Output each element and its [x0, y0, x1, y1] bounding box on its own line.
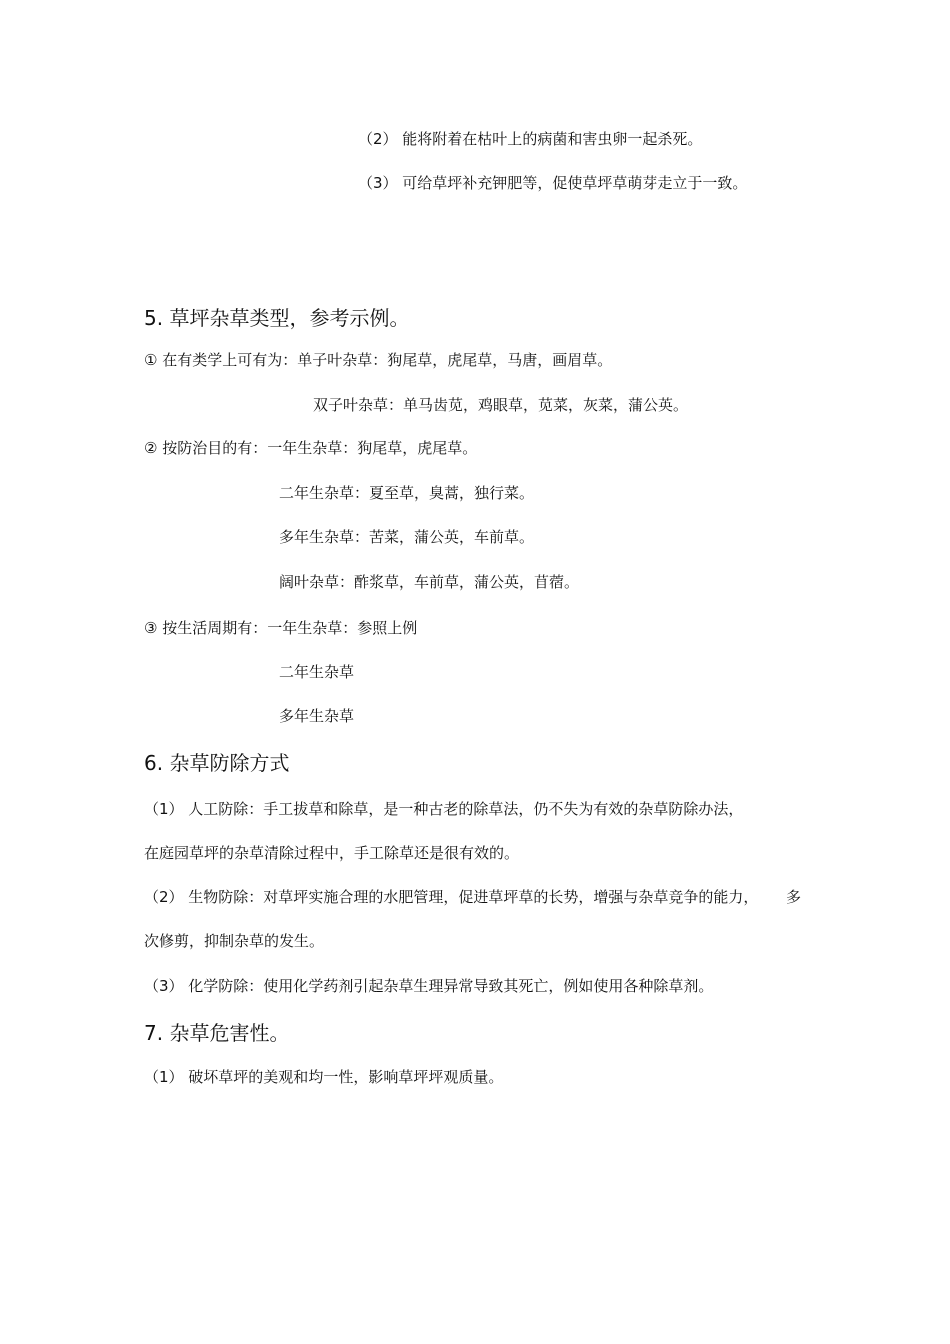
life-cycle-annual: ③ 按生活周期有：一年生杂草：参照上例 — [144, 619, 418, 637]
life-cycle-biennial: 二年生杂草 — [279, 663, 355, 681]
life-cycle-perennial: 多年生杂草 — [279, 707, 355, 725]
control-purpose-biennial: 二年生杂草：夏至草，臭蒿，独行菜。 — [279, 484, 535, 502]
section-5-heading: 5. 草坪杂草类型，参考示例。 — [144, 306, 410, 330]
treatment-item-3: （3） 可给草坪补充钾肥等，促使草坪草萌芽走立于一致。 — [358, 174, 748, 192]
chemical-control: （3） 化学防除：使用化学药剂引起杂草生理异常导致其死亡，例如使用各种除草剂。 — [144, 977, 714, 995]
biological-control-line-2: 次修剪，抑制杂草的发生。 — [144, 932, 325, 950]
control-purpose-broadleaf: 阔叶杂草：酢浆草，车前草，蒲公英，苜蓿。 — [279, 573, 580, 591]
weed-type-dicot: 双子叶杂草：单马齿苋，鸡眼草，苋菜，灰菜，蒲公英。 — [313, 396, 689, 414]
biological-control-line-1-tail: 多 — [786, 888, 802, 906]
section-6-heading: 6. 杂草防除方式 — [144, 751, 290, 775]
control-purpose-perennial: 多年生杂草：苦菜，蒲公英，车前草。 — [279, 528, 535, 546]
biological-control-line-1: （2） 生物防除：对草坪实施合理的水肥管理，促进草坪草的长势，增强与杂草竞争的能力， — [144, 888, 759, 906]
weed-type-monocot: ① 在有类学上可有为：单子叶杂草：狗尾草，虎尾草，马唐，画眉草。 — [144, 351, 613, 369]
treatment-item-2: （2） 能将附着在枯叶上的病菌和害虫卵一起杀死。 — [358, 130, 703, 148]
control-purpose-annual: ② 按防治目的有：一年生杂草：狗尾草，虎尾草。 — [144, 439, 478, 457]
harm-item-1: （1） 破坏草坪的美观和均一性，影响草坪坪观质量。 — [144, 1068, 504, 1086]
manual-control-line-1: （1） 人工防除：手工拔草和除草，是一种古老的除草法，仍不失为有效的杂草防除办法， — [144, 800, 744, 818]
manual-control-line-2: 在庭园草坪的杂草清除过程中，手工除草还是很有效的。 — [144, 844, 520, 862]
section-7-heading: 7. 杂草危害性。 — [144, 1021, 290, 1045]
